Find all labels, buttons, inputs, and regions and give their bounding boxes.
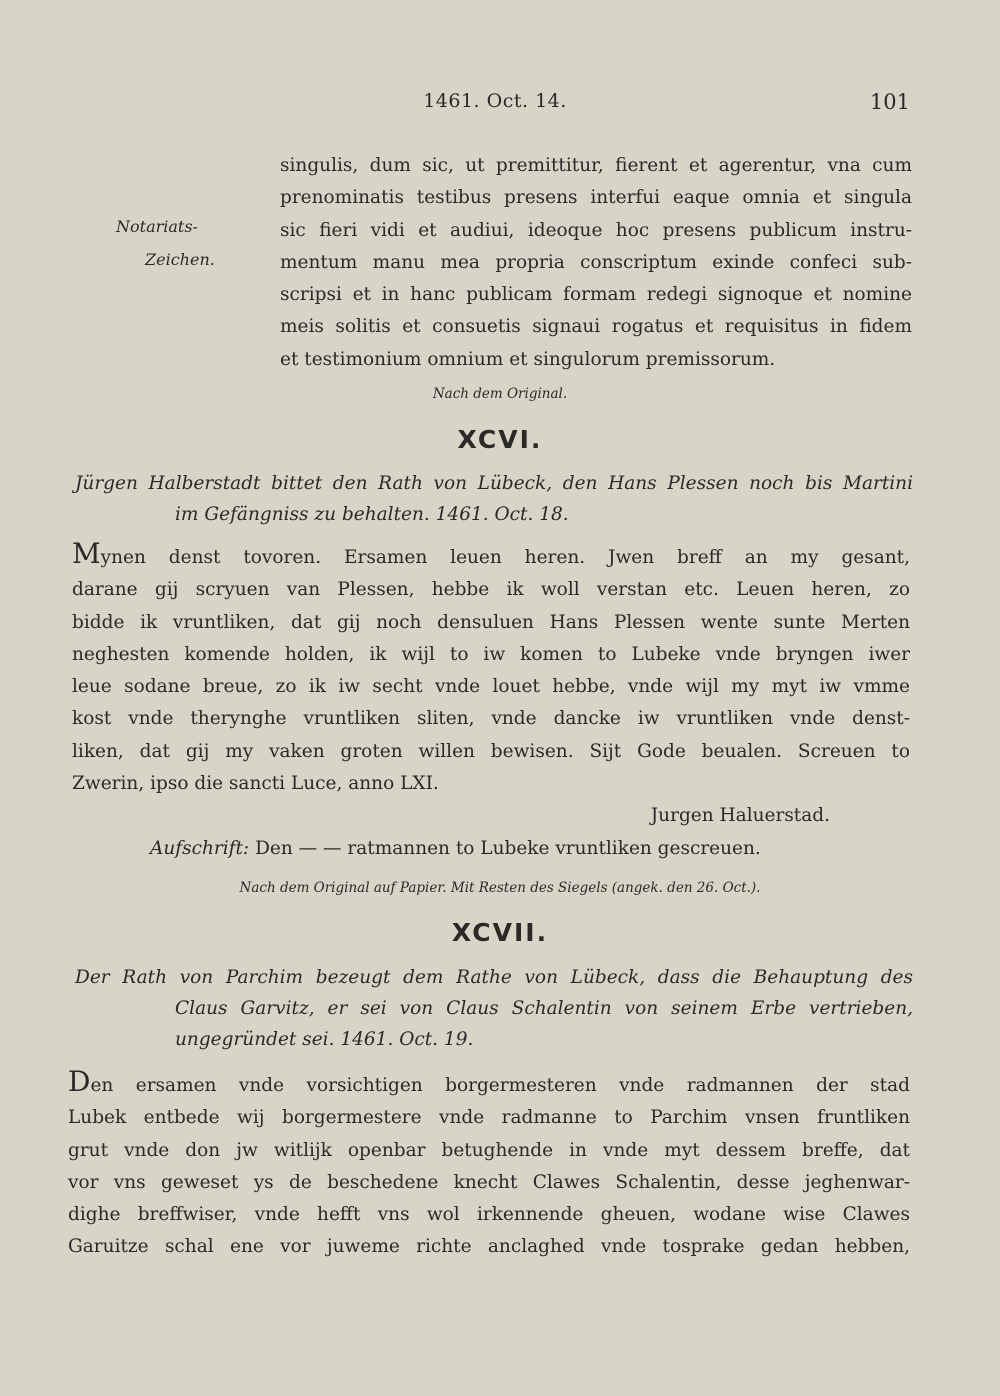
text-line: prenominatis testibus presens interfui eaque omnia et singula — [280, 187, 912, 209]
text-line: Mynen denst tovoren. Ersamen leuen heren. Jwen breff an my gesant, — [72, 537, 910, 570]
doc-96-summary — [75, 468, 913, 530]
text-line: grut vnde don jw witlijk openbar betughende in vnde myt dessem breffe, dat — [68, 1139, 910, 1161]
address-line — [150, 838, 761, 859]
address-text: Den — — ratmannen to Lubeke vruntliken gescreuen. — [255, 838, 761, 859]
text-line: darane gij scryuen van Plessen, hebbe ik woll verstan etc. Leuen heren, zo — [72, 579, 910, 601]
source-note: Nach dem Original. — [432, 386, 568, 402]
summary-line: im Gefängniss zu behalten. 1461. Oct. 18. — [175, 504, 569, 525]
text-line: kost vnde therynghe vruntliken sliten, vnde dancke iw vruntliken vnde denst- — [72, 708, 910, 730]
margin-note-line1: Notariats- — [116, 217, 198, 236]
document-number-97: XCVII. — [451, 918, 549, 947]
text-line: meis solitis et consuetis signaui rogatus et requisitus in fidem — [280, 316, 912, 338]
running-header-date: 1461. Oct. 14. — [423, 90, 567, 112]
doc-97-summary — [75, 962, 913, 1055]
doc-96-body — [72, 538, 910, 833]
text-line: et testimonium omnium et singulorum premissorum. — [280, 348, 776, 370]
margin-note-line2: Zeichen. — [145, 250, 215, 269]
doc-97-body — [68, 1066, 910, 1264]
text-line: leue sodane breue, zo ik iw secht vnde louet hebbe, vnde wijl my myt iw vmme — [72, 676, 910, 698]
document-number-96: XCVI. — [457, 425, 543, 454]
text-line: scripsi et in hanc publicam formam redegi signoque et nomine — [280, 284, 912, 306]
drop-cap: D — [68, 1065, 91, 1098]
summary-line: ungegründet sei. 1461. Oct. 19. — [175, 1029, 474, 1050]
text-line: dighe breffwiser, vnde hefft vns wol irkennende gheuen, wodane wise Clawes — [68, 1204, 910, 1226]
notary-closing-text — [280, 150, 912, 376]
text-line: neghesten komende holden, ik wijl to iw komen to Lubeke vnde bryngen iwer — [72, 643, 910, 665]
page-number: 101 — [869, 90, 910, 114]
text-line: Lubek entbede wij borgermestere vnde radmanne to Parchim vnsen fruntliken — [68, 1107, 910, 1129]
text-line: Garuitze schal ene vor juweme richte anclaghed vnde tosprake gedan hebben, — [68, 1236, 910, 1258]
summary-line: Der Rath von Parchim bezeugt dem Rathe von Lübeck, dass die Behauptung des — [75, 967, 913, 988]
text-line: mentum manu mea propria conscriptum exinde confeci sub- — [280, 251, 912, 273]
summary-line: Jürgen Halberstadt bittet den Rath von Lübeck, den Hans Plessen noch bis Martini — [75, 473, 913, 494]
drop-cap: M — [72, 537, 101, 570]
text-line: vor vns geweset ys de beschedene knecht Clawes Schalentin, desse jeghenwar- — [68, 1171, 910, 1193]
text-line: liken, dat gij my vaken groten willen bewisen. Sijt Gode beualen. Screuen to — [72, 740, 910, 762]
text-line: Den ersamen vnde vorsichtigen borgermesteren vnde radmannen der stad — [68, 1065, 910, 1098]
address-label: Aufschrift: — [150, 838, 250, 859]
summary-line: Claus Garvitz, er sei von Claus Schalentin von seinem Erbe vertrieben, — [175, 998, 913, 1019]
text-line: bidde ik vruntliken, dat gij noch densuluen Hans Plessen wente sunte Merten — [72, 611, 910, 633]
text-line: singulis, dum sic, ut premittitur, fierent et agerentur, vna cum — [280, 155, 912, 176]
source-note: Nach dem Original auf Papier. Mit Resten des Siegels (angek. den 26. Oct.). — [239, 880, 761, 896]
text-line: Zwerin, ipso die sancti Luce, anno LXI. — [72, 773, 439, 795]
text-line: sic fieri vidi et audiui, ideoque hoc presens publicum instru- — [280, 219, 912, 241]
signature: Jurgen Haluerstad. — [650, 805, 830, 827]
